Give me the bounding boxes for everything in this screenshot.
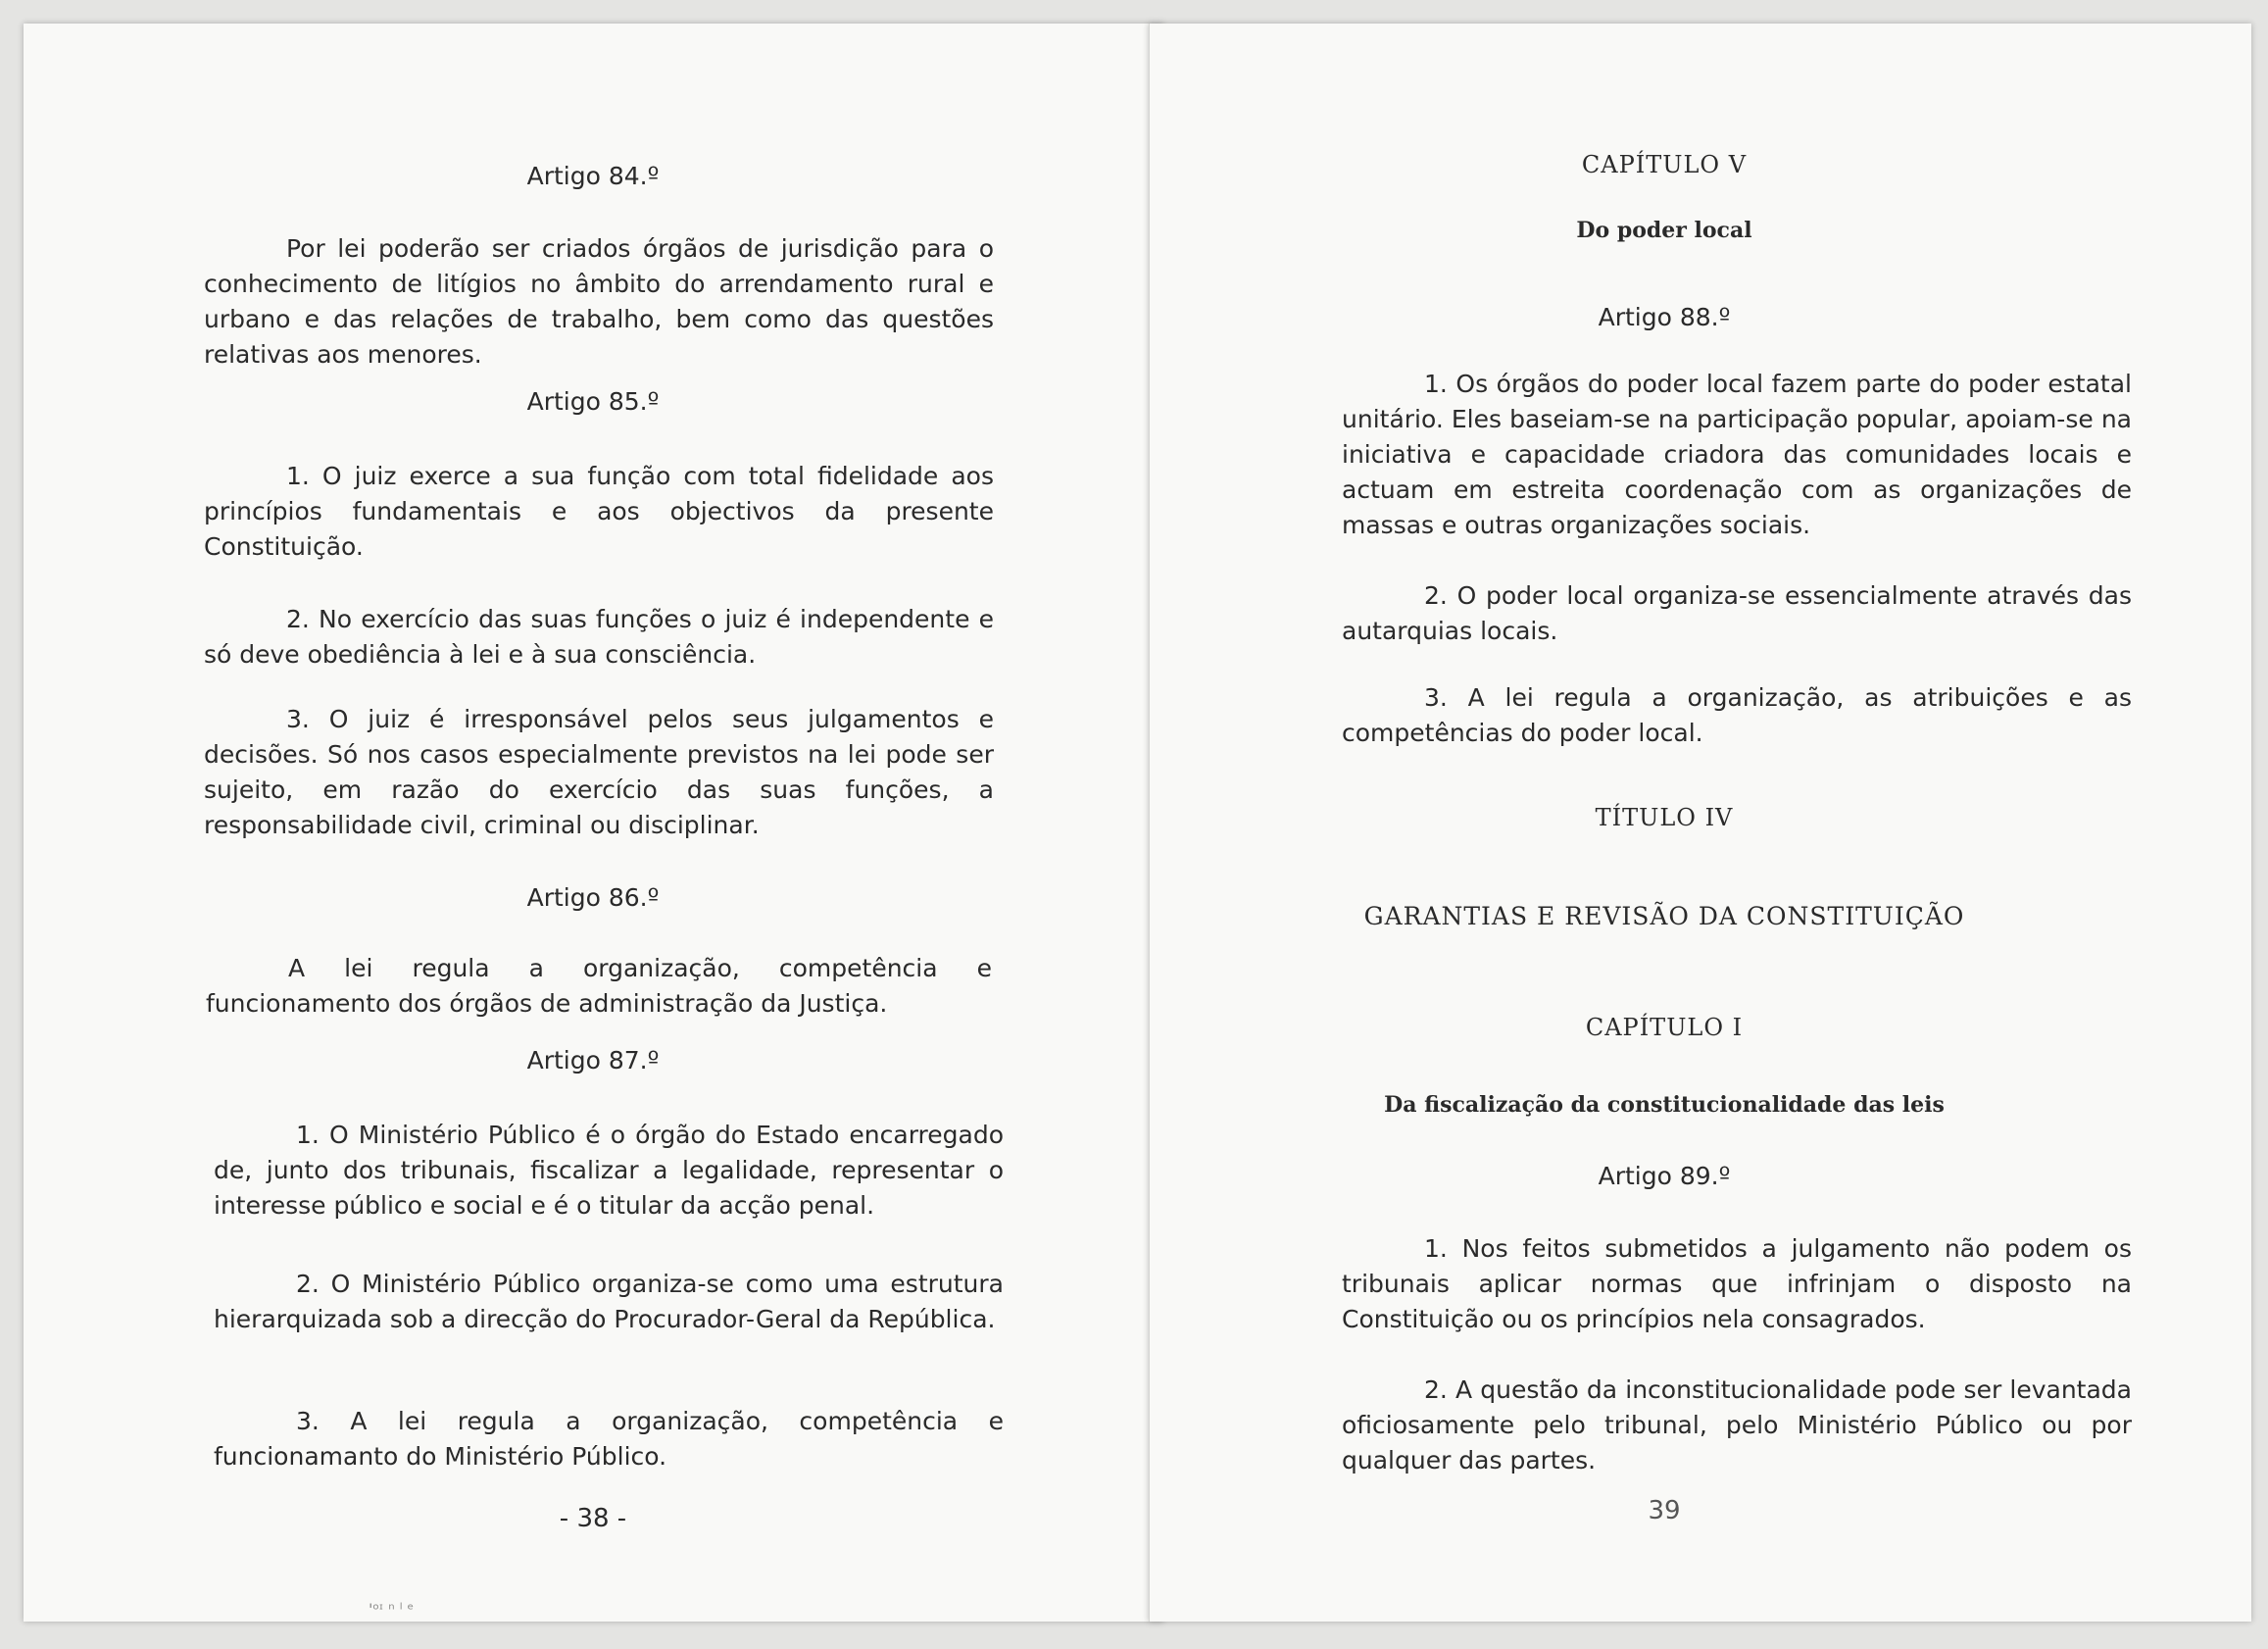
article-85-heading: Artigo 85.º [526, 387, 660, 416]
right-page [1149, 24, 2251, 1622]
chapter-5-heading: CAPÍTULO V [1581, 151, 1748, 178]
article-86-text: A lei regula a organização, competência e funcionamento dos órgãos de administração da Justiça. [206, 954, 992, 1018]
article-86-heading: Artigo 86.º [526, 883, 660, 912]
left-page [24, 24, 1163, 1622]
article-89-heading: Artigo 89.º [1598, 1162, 1731, 1190]
article-88-heading: Artigo 88.º [1598, 303, 1731, 331]
chapter-5-subtitle: Do poder local [1576, 218, 1752, 243]
title-4-subtitle: GARANTIAS E REVISÃO DA CONSTITUIÇÃO [1363, 902, 1965, 930]
left-page-number: - 38 - [559, 1504, 627, 1533]
paper-speck-mark: 'ᵒᶦ ⁿ ˡ ᵉ [369, 1600, 415, 1619]
article-84-heading: Artigo 84.º [526, 162, 660, 190]
article-84-text: Por lei poderão ser criados órgãos de jurisdição para o conhecimento de litígios no âmbito do arrendamento rural e urbano e das relações de trabalho, bem como das questões relativas aos menores. [204, 234, 994, 369]
article-87-heading: Artigo 87.º [526, 1046, 660, 1074]
article-85-paragraph-1: 1. O juiz exerce a sua função com total fidelidade aos princípios fundamentais e aos objectivos da presente Constituição. [204, 462, 994, 561]
article-87-paragraph-1: 1. O Ministério Público é o órgão do Estado encarregado de, junto dos tribunais, fiscalizar a legalidade, representar o interesse público e social e é o titular da acção penal. [214, 1121, 1004, 1220]
chapter-1-subtitle: Da fiscalização da constitucionalidade das leis [1384, 1092, 1945, 1118]
article-88-paragraph-3: 3. A lei regula a organização, as atribuições e as competências do poder local. [1342, 683, 2132, 747]
right-page-number: 39 [1648, 1496, 1681, 1525]
article-89-paragraph-1: 1. Nos feitos submetidos a julgamento não podem os tribunais aplicar normas que infrinjam o disposto na Constituição ou os princípios nela consagrados. [1342, 1234, 2132, 1333]
title-4-heading: TÍTULO IV [1595, 804, 1734, 831]
chapter-1-heading: CAPÍTULO I [1585, 1014, 1744, 1041]
article-85-paragraph-3: 3. O juiz é irresponsável pelos seus julgamentos e decisões. Só nos casos especialmente previstos na lei pode ser sujeito, em razão do exercício das suas funções, a responsabilidade civil, criminal ou disciplinar. [204, 705, 994, 839]
article-88-paragraph-2: 2. O poder local organiza-se essencialmente através das autarquias locais. [1342, 581, 2132, 645]
article-85-paragraph-2: 2. No exercício das suas funções o juiz é independente e só deve obediência à lei e à sua consciência. [204, 605, 994, 669]
article-87-paragraph-3: 3. A lei regula a organização, competência e funcionamanto do Ministério Público. [214, 1407, 1004, 1471]
article-87-paragraph-2: 2. O Ministério Público organiza-se como uma estrutura hierarquizada sob a direcção do Procurador-Geral da República. [214, 1270, 1004, 1333]
article-88-paragraph-1: 1. Os órgãos do poder local fazem parte do poder estatal unitário. Eles baseiam-se na participação popular, apoiam-se na iniciativa e capacidade criadora das comunidades locais e actuam em estreita coordenação com as organizações de massas e outras organizações sociais. [1342, 370, 2132, 539]
article-89-paragraph-2: 2. A questão da inconstitucionalidade pode ser levantada oficiosamente pelo tribunal, pelo Ministério Público ou por qualquer das partes. [1342, 1375, 2132, 1474]
